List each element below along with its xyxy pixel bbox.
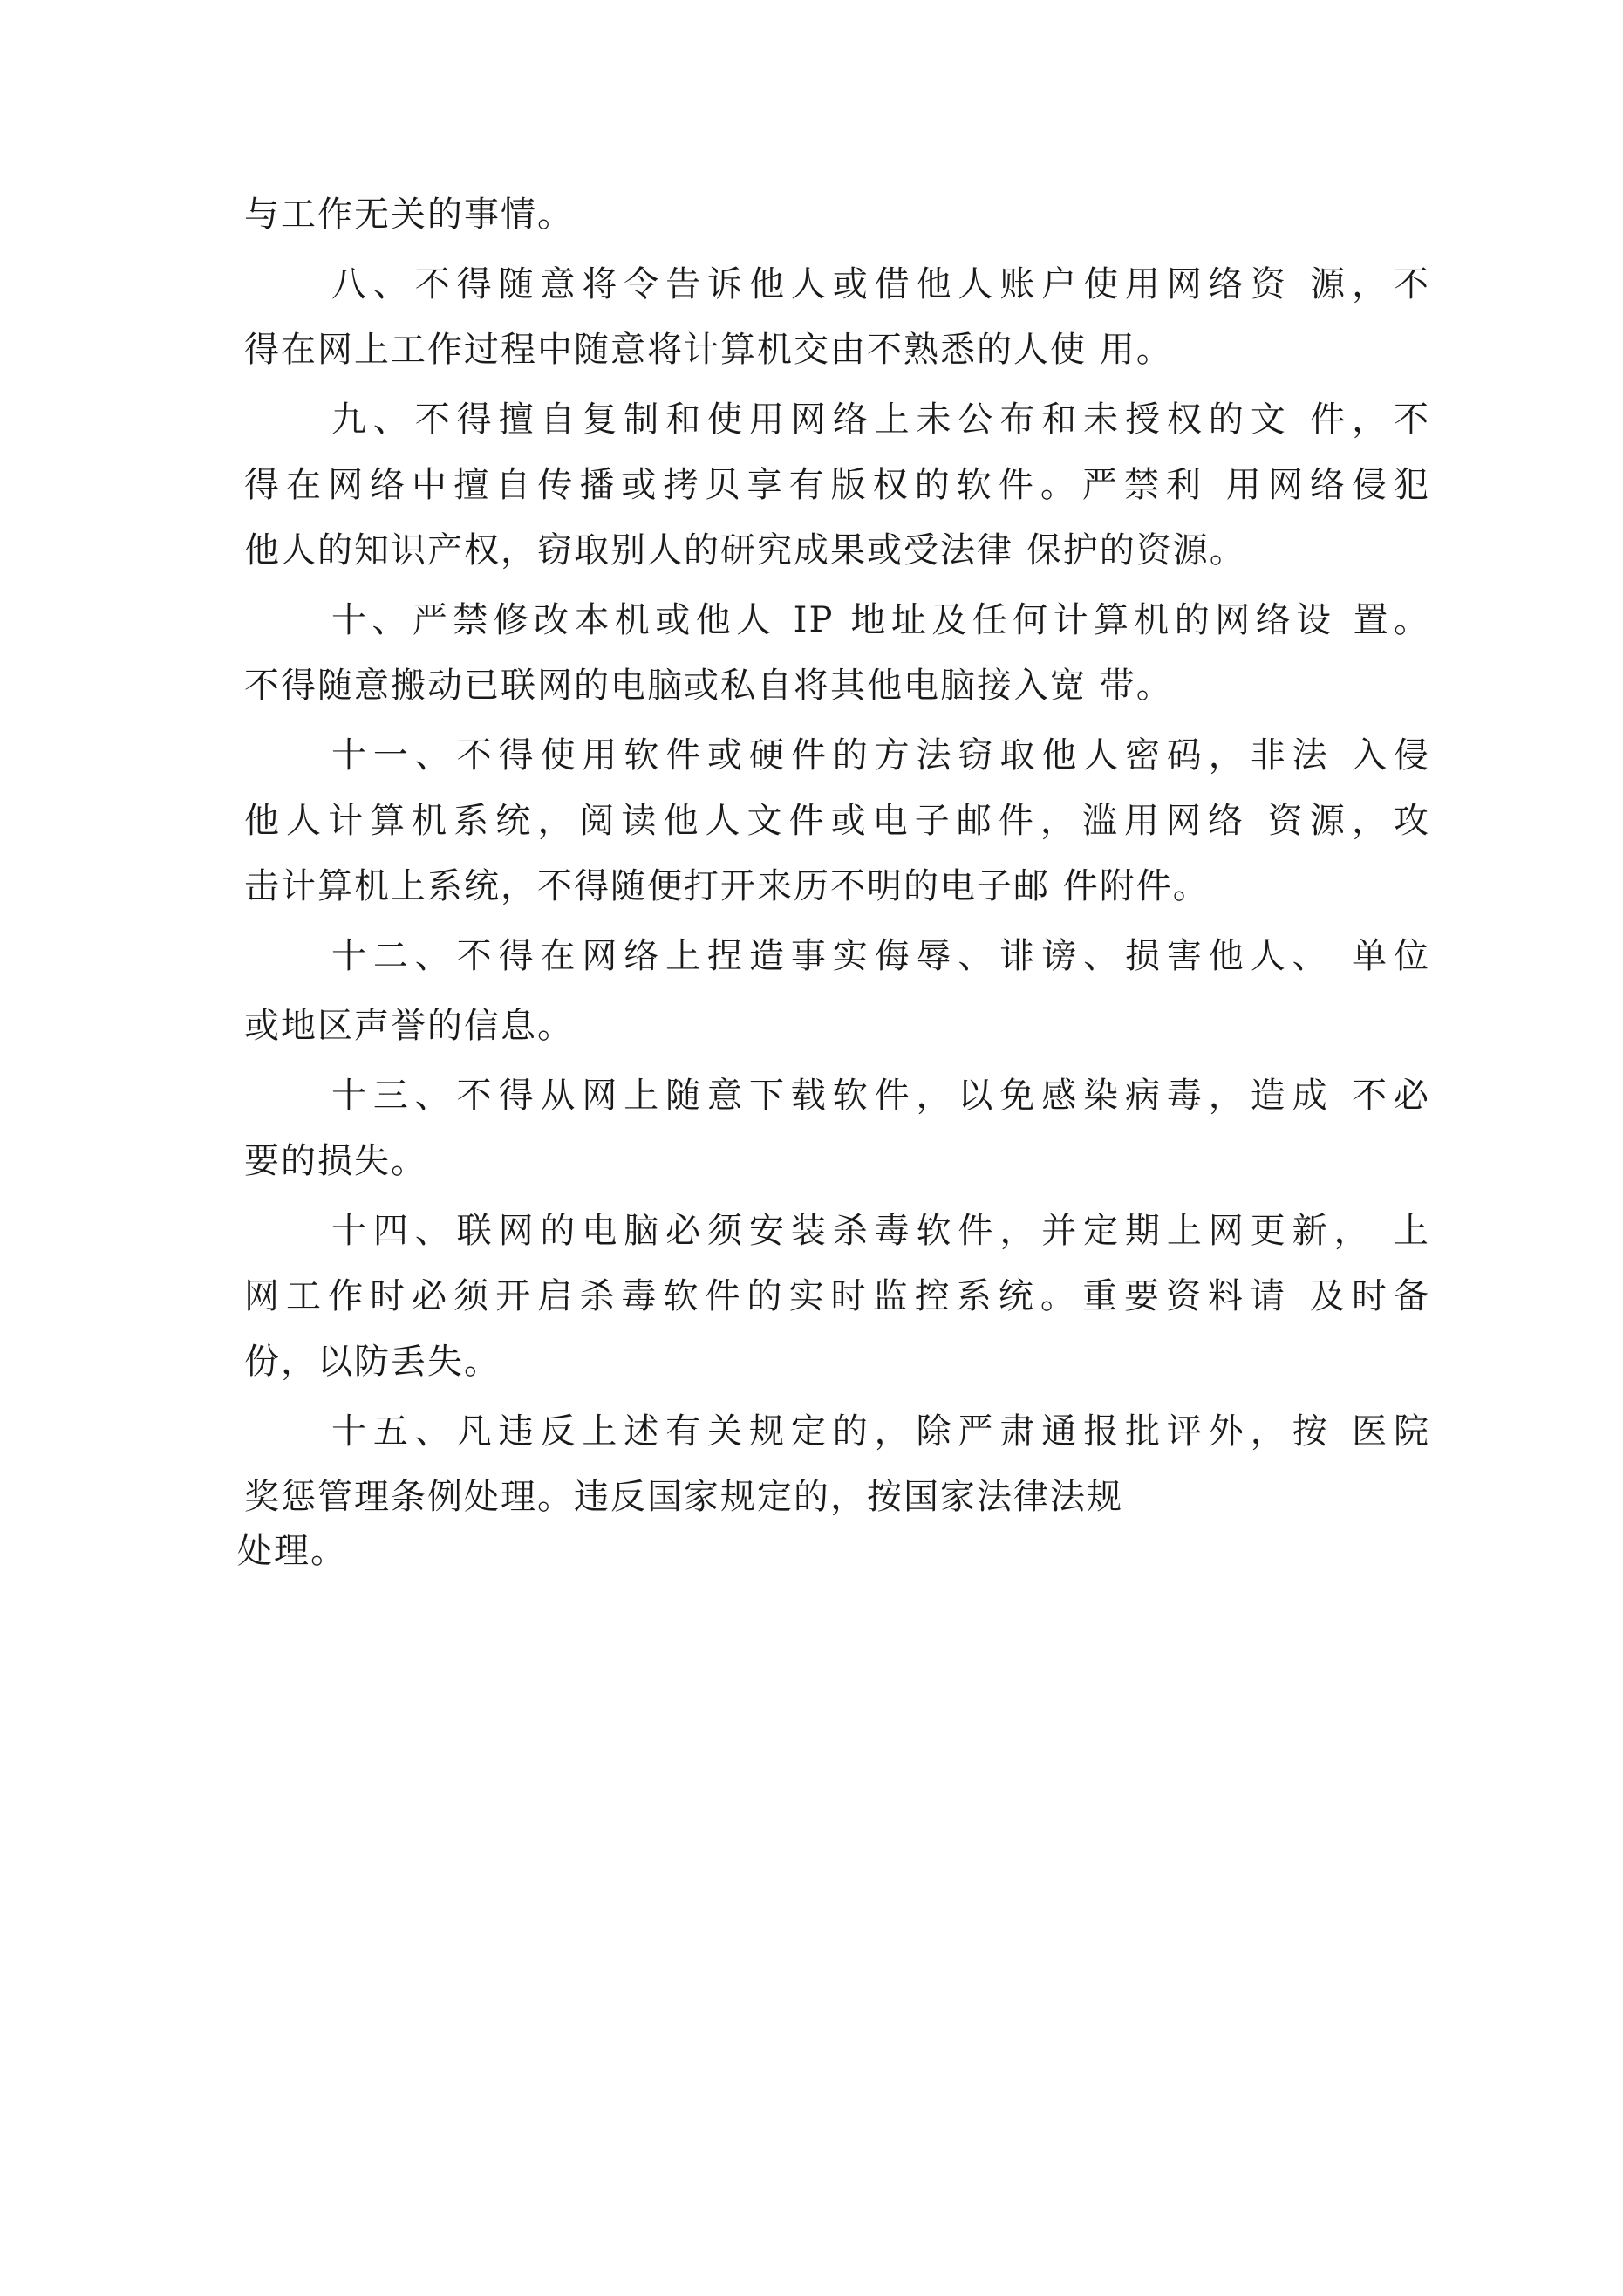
text-line: 他人计算机系统，阅读他人文件或电子邮件，滥用网络 资源，攻 (244, 801, 1430, 841)
text-line: 要的损失。 (244, 1141, 427, 1181)
text-line: 十、严禁修改本机或他人 IP 地址及任何计算机的网络设 置。 (331, 600, 1430, 640)
text-line: 他人的知识产权，窃取别人的研究成果或受法律 保护的资源。 (244, 530, 1246, 571)
text-line: 与工作无关的事情。 (244, 195, 574, 235)
text-line: 八、不得随意将令告诉他人或借他人账户使用网络资 源，不 (331, 264, 1430, 304)
text-line: 网工作时必须开启杀毒软件的实时监控系统。重要资料请 及时备 (244, 1276, 1430, 1316)
text-line: 十五、凡违反上述有关规定的，除严肃通报批评外，按 医院 (331, 1411, 1430, 1452)
text-line: 得在网络中擅自传播或拷贝享有版权的软件。严禁利 用网络侵犯 (244, 465, 1430, 505)
text-line: 处理。 (237, 1531, 347, 1571)
text-line: 击计算机上系统，不得随便打开来历不明的电子邮 件附件。 (244, 866, 1210, 906)
text-line: 十四、联网的电脑必须安装杀毒软件，并定期上网更新， 上 (331, 1211, 1430, 1251)
text-line: 奖惩管理条例处理。违反国家规定的，按国家法律法规 (244, 1477, 1123, 1517)
text-line: 十一、不得使用软件或硬件的方法窃取他人密码，非法 入侵 (331, 735, 1430, 776)
text-line: 不得随意搬动已联网的电脑或私自将其他电脑接入宽 带。 (244, 666, 1173, 706)
text-line: 份，以防丢失。 (244, 1342, 501, 1382)
text-line: 或地区声誉的信息。 (244, 1006, 574, 1046)
text-line: 九、不得擅自复制和使用网络上未公布和未授权的文 件，不 (331, 400, 1430, 440)
text-line: 得在网上工作过程中随意将计算机交由不熟悉的人使 用。 (244, 330, 1173, 370)
text-line: 十二、不得在网络上捏造事实侮辱、诽谤、损害他人、 单位 (331, 936, 1430, 976)
text-line: 十三、不得从网上随意下载软件，以免感染病毒，造成 不必 (331, 1076, 1430, 1116)
